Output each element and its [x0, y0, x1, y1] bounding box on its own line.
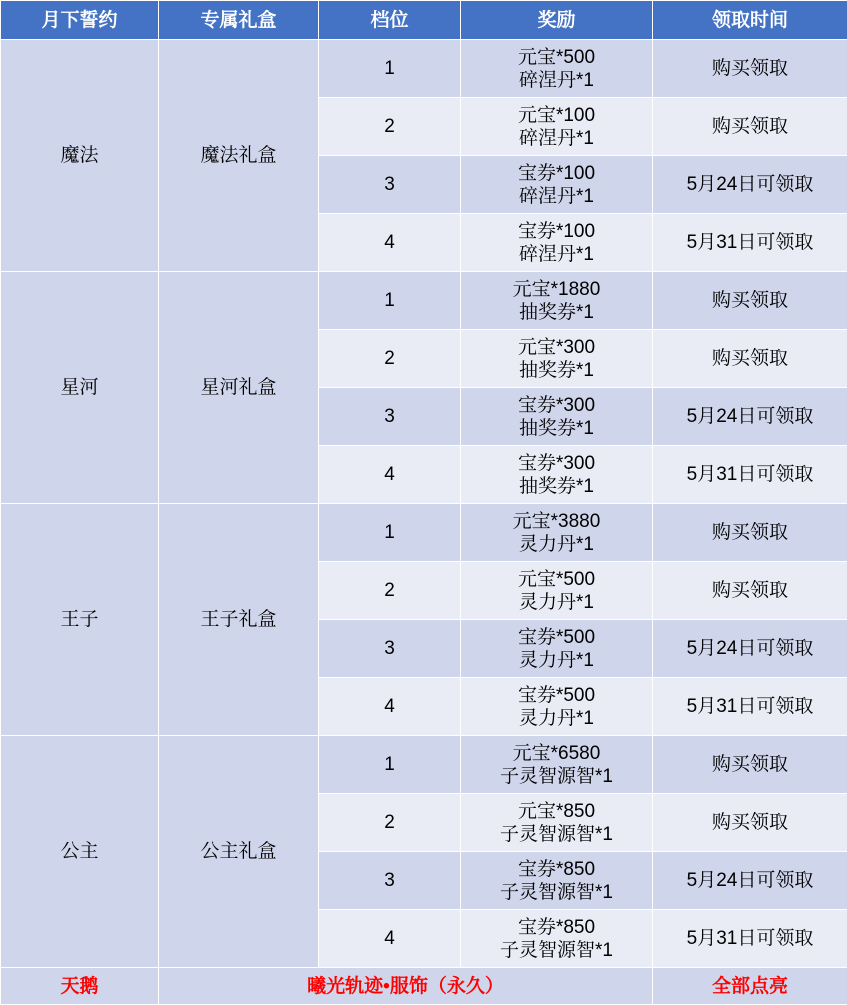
reward-line: 元宝*500: [517, 568, 596, 590]
reward-line: 灵力丹*1: [519, 533, 594, 555]
tier-cell: 3: [319, 388, 461, 446]
claim-time-cell: 购买领取: [653, 330, 847, 388]
reward-line: 子灵智源智*1: [500, 881, 613, 903]
tier-cell: 2: [319, 330, 461, 388]
table-row: [1, 40, 847, 98]
tier-cell: 4: [319, 214, 461, 272]
reward-line: 灵力丹*1: [519, 707, 594, 729]
claim-time-cell: 5月24日可领取: [653, 620, 847, 678]
reward-line: 子灵智源智*1: [500, 823, 613, 845]
tier-cell: 2: [319, 562, 461, 620]
footer-middle: 曦光轨迹•服饰（永久）: [159, 968, 653, 1005]
group-name: 魔法: [1, 40, 159, 272]
claim-time-cell: 5月31日可领取: [653, 678, 847, 736]
reward-cell: [461, 272, 653, 330]
claim-time-cell: 5月31日可领取: [653, 446, 847, 504]
footer-left: 天鹅: [1, 968, 159, 1005]
reward-cell: [461, 736, 653, 794]
claim-time-cell: 购买领取: [653, 794, 847, 852]
tier-cell: 4: [319, 678, 461, 736]
claim-time-cell: 购买领取: [653, 98, 847, 156]
reward-line: 宝券*850: [517, 916, 596, 938]
tier-cell: 1: [319, 736, 461, 794]
reward-line: 碎涅丹*1: [519, 185, 594, 207]
table-body: [1, 40, 847, 968]
gift-box-name: 王子礼盒: [159, 504, 319, 736]
tier-cell: 1: [319, 504, 461, 562]
claim-time-cell: 5月24日可领取: [653, 852, 847, 910]
footer-row: [1, 968, 847, 1005]
reward-line: 宝券*500: [517, 626, 596, 648]
reward-line: 宝券*500: [517, 684, 596, 706]
reward-line: 元宝*100: [517, 104, 596, 126]
header-row: [1, 1, 847, 40]
reward-cell: [461, 504, 653, 562]
header-claim-time: 领取时间: [653, 1, 847, 40]
reward-cell: [461, 156, 653, 214]
reward-cell: [461, 562, 653, 620]
tier-cell: 3: [319, 620, 461, 678]
reward-cell: [461, 98, 653, 156]
header-event: 月下誓约: [1, 1, 159, 40]
reward-cell: [461, 446, 653, 504]
reward-line: 宝券*100: [517, 162, 596, 184]
reward-line: 子灵智源智*1: [500, 765, 613, 787]
reward-cell: [461, 214, 653, 272]
claim-time-cell: 购买领取: [653, 272, 847, 330]
group-name: 公主: [1, 736, 159, 968]
claim-time-cell: 5月31日可领取: [653, 214, 847, 272]
gift-box-name: 公主礼盒: [159, 736, 319, 968]
reward-line: 抽奖券*1: [519, 301, 594, 323]
reward-line: 元宝*3880: [512, 510, 601, 532]
header-gift-box: 专属礼盒: [159, 1, 319, 40]
reward-line: 碎涅丹*1: [519, 69, 594, 91]
reward-cell: [461, 388, 653, 446]
reward-line: 宝券*300: [517, 452, 596, 474]
reward-cell: [461, 678, 653, 736]
claim-time-cell: 购买领取: [653, 40, 847, 98]
tier-cell: 2: [319, 794, 461, 852]
claim-time-cell: 购买领取: [653, 504, 847, 562]
reward-line: 灵力丹*1: [519, 591, 594, 613]
reward-line: 抽奖券*1: [519, 359, 594, 381]
reward-line: 灵力丹*1: [519, 649, 594, 671]
reward-cell: [461, 330, 653, 388]
reward-line: 元宝*850: [517, 800, 596, 822]
reward-line: 碎涅丹*1: [519, 243, 594, 265]
group-name: 王子: [1, 504, 159, 736]
tier-cell: 1: [319, 40, 461, 98]
gift-box-name: 星河礼盒: [159, 272, 319, 504]
tier-cell: 4: [319, 446, 461, 504]
tier-cell: 4: [319, 910, 461, 968]
reward-line: 元宝*300: [517, 336, 596, 358]
reward-line: 元宝*6580: [512, 742, 601, 764]
table-row: [1, 736, 847, 794]
header-tier: 档位: [319, 1, 461, 40]
claim-time-cell: 5月24日可领取: [653, 388, 847, 446]
reward-line: 元宝*500: [517, 46, 596, 68]
header-reward: 奖励: [461, 1, 653, 40]
reward-line: 宝券*100: [517, 220, 596, 242]
reward-cell: [461, 794, 653, 852]
claim-time-cell: 购买领取: [653, 736, 847, 794]
reward-cell: [461, 40, 653, 98]
reward-cell: [461, 852, 653, 910]
claim-time-cell: 购买领取: [653, 562, 847, 620]
tier-cell: 1: [319, 272, 461, 330]
reward-line: 抽奖券*1: [519, 475, 594, 497]
reward-line: 子灵智源智*1: [500, 939, 613, 961]
reward-line: 抽奖券*1: [519, 417, 594, 439]
tier-cell: 3: [319, 156, 461, 214]
group-name: 星河: [1, 272, 159, 504]
table-row: [1, 504, 847, 562]
claim-time-cell: 5月24日可领取: [653, 156, 847, 214]
reward-line: 元宝*1880: [512, 278, 601, 300]
tier-cell: 2: [319, 98, 461, 156]
tier-cell: 3: [319, 852, 461, 910]
reward-cell: [461, 910, 653, 968]
reward-line: 宝券*850: [517, 858, 596, 880]
claim-time-cell: 5月31日可领取: [653, 910, 847, 968]
reward-line: 碎涅丹*1: [519, 127, 594, 149]
table-row: [1, 272, 847, 330]
gift-box-name: 魔法礼盒: [159, 40, 319, 272]
reward-line: 宝券*300: [517, 394, 596, 416]
footer-right: 全部点亮: [653, 968, 847, 1005]
reward-cell: [461, 620, 653, 678]
